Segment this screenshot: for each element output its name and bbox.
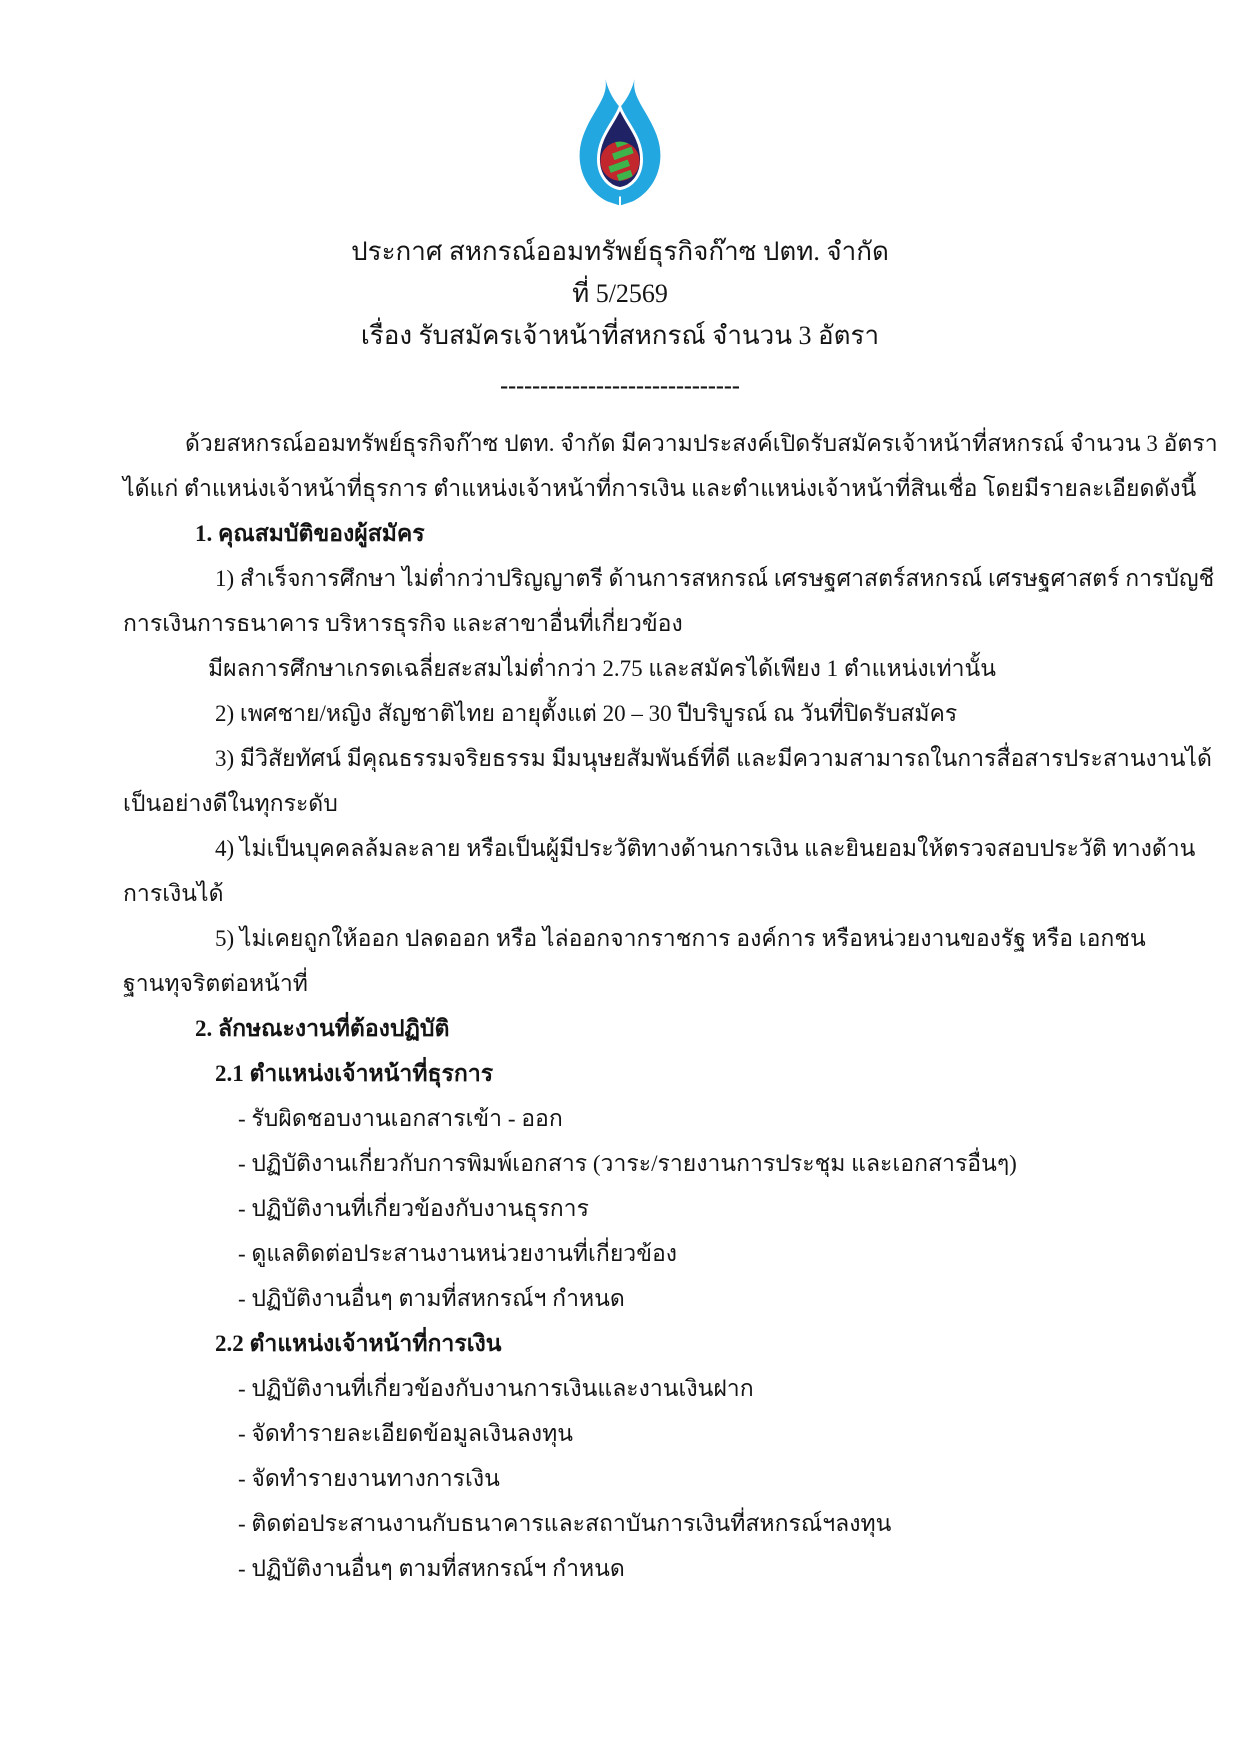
section-2-1-heading: 2.1 ตำแหน่งเจ้าหน้าที่ธุรการ [215,1061,494,1086]
duty-admin-2: - ปฏิบัติงานเกี่ยวกับการพิมพ์เอกสาร (วาระ/รายงานการประชุม และเอกสารอื่นๆ) [238,1151,1017,1176]
qualification-3-line-1: 3) มีวิสัยทัศน์ มีคุณธรรมจริยธรรม มีมนุษยสัมพันธ์ที่ดี และมีความสามารถในการสื่อสารประสานงานได้ [215,746,1212,771]
section-1-heading: 1. คุณสมบัติของผู้สมัคร [195,521,425,546]
document-header [0,231,1240,399]
qualification-3-line-2: เป็นอย่างดีในทุกระดับ [123,791,338,816]
duty-finance-3: - จัดทำรายงานทางการเงิน [238,1466,500,1491]
qualification-1-line-1: 1) สำเร็จการศึกษา ไม่ต่ำกว่าปริญญาตรี ด้านการสหกรณ์ เศรษฐศาสตร์สหกรณ์ เศรษฐศาสตร์ การบัญชี [215,566,1215,591]
qualification-2: 2) เพศชาย/หญิง สัญชาติไทย อายุตั้งแต่ 20 – 30 ปีบริบูรณ์ ณ วันที่ปิดรับสมัคร [215,701,958,726]
separator-dashes: ------------------------------ [500,373,740,399]
announcement-number-line: ที่ 5/2569 [572,279,668,308]
duty-admin-3: - ปฏิบัติงานที่เกี่ยวข้องกับงานธุรการ [238,1196,589,1221]
flame-drop-logo-icon [566,76,674,218]
duty-finance-5: - ปฏิบัติงานอื่นๆ ตามที่สหกรณ์ฯ กำหนด [238,1556,625,1581]
qualification-5-line-1: 5) ไม่เคยถูกให้ออก ปลดออก หรือ ไล่ออกจากราชการ องค์การ หรือหน่วยงานของรัฐ หรือ เอกชน [215,926,1146,951]
qualification-5-line-2: ฐานทุจริตต่อหน้าที่ [123,971,308,996]
duty-finance-1: - ปฏิบัติงานที่เกี่ยวข้องกับงานการเงินและงานเงินฝาก [238,1376,754,1401]
duty-finance-4: - ติดต่อประสานงานกับธนาคารและสถาบันการเงินที่สหกรณ์ฯลงทุน [238,1511,892,1536]
intro-line-1: ด้วยสหกรณ์ออมทรัพย์ธุรกิจก๊าซ ปตท. จำกัด มีความประสงค์เปิดรับสมัครเจ้าหน้าที่สหกรณ์ จำนวน 3 อัตรา [185,431,1218,456]
duty-finance-2: - จัดทำรายละเอียดข้อมูลเงินลงทุน [238,1421,573,1446]
section-2-heading: 2. ลักษณะงานที่ต้องปฏิบัติ [195,1016,450,1041]
qualification-1-note: มีผลการศึกษาเกรดเฉลี่ยสะสมไม่ต่ำกว่า 2.75 และสมัครได้เพียง 1 ตำแหน่งเท่านั้น [208,656,996,681]
qualification-4-line-1: 4) ไม่เป็นบุคคลล้มละลาย หรือเป็นผู้มีประวัติทางด้านการเงิน และยินยอมให้ตรวจสอบประวัติ ทางด้าน [215,836,1196,861]
duty-admin-1: - รับผิดชอบงานเอกสารเข้า - ออก [238,1106,563,1131]
qualification-1-line-2: การเงินการธนาคาร บริหารธุรกิจ และสาขาอื่นที่เกี่ยวข้อง [123,611,683,636]
section-2-2-heading: 2.2 ตำแหน่งเจ้าหน้าที่การเงิน [215,1331,502,1356]
qualification-4-line-2: การเงินได้ [123,881,224,906]
duty-admin-4: - ดูแลติดต่อประสานงานหน่วยงานที่เกี่ยวข้อง [238,1241,677,1266]
org-logo [0,0,1240,223]
document-body [0,421,1240,1591]
announcement-org-line: ประกาศ สหกรณ์ออมทรัพย์ธุรกิจก๊าซ ปตท. จำกัด [351,237,889,266]
duty-admin-5: - ปฏิบัติงานอื่นๆ ตามที่สหกรณ์ฯ กำหนด [238,1286,625,1311]
intro-line-2: ได้แก่ ตำแหน่งเจ้าหน้าที่ธุรการ ตำแหน่งเจ้าหน้าที่การเงิน และตำแหน่งเจ้าหน้าที่สินเชื่อ โดยมีรายละเอียดดังนี้ [123,476,1197,501]
announcement-subject-line: เรื่อง รับสมัครเจ้าหน้าที่สหกรณ์ จำนวน 3 อัตรา [360,321,880,350]
